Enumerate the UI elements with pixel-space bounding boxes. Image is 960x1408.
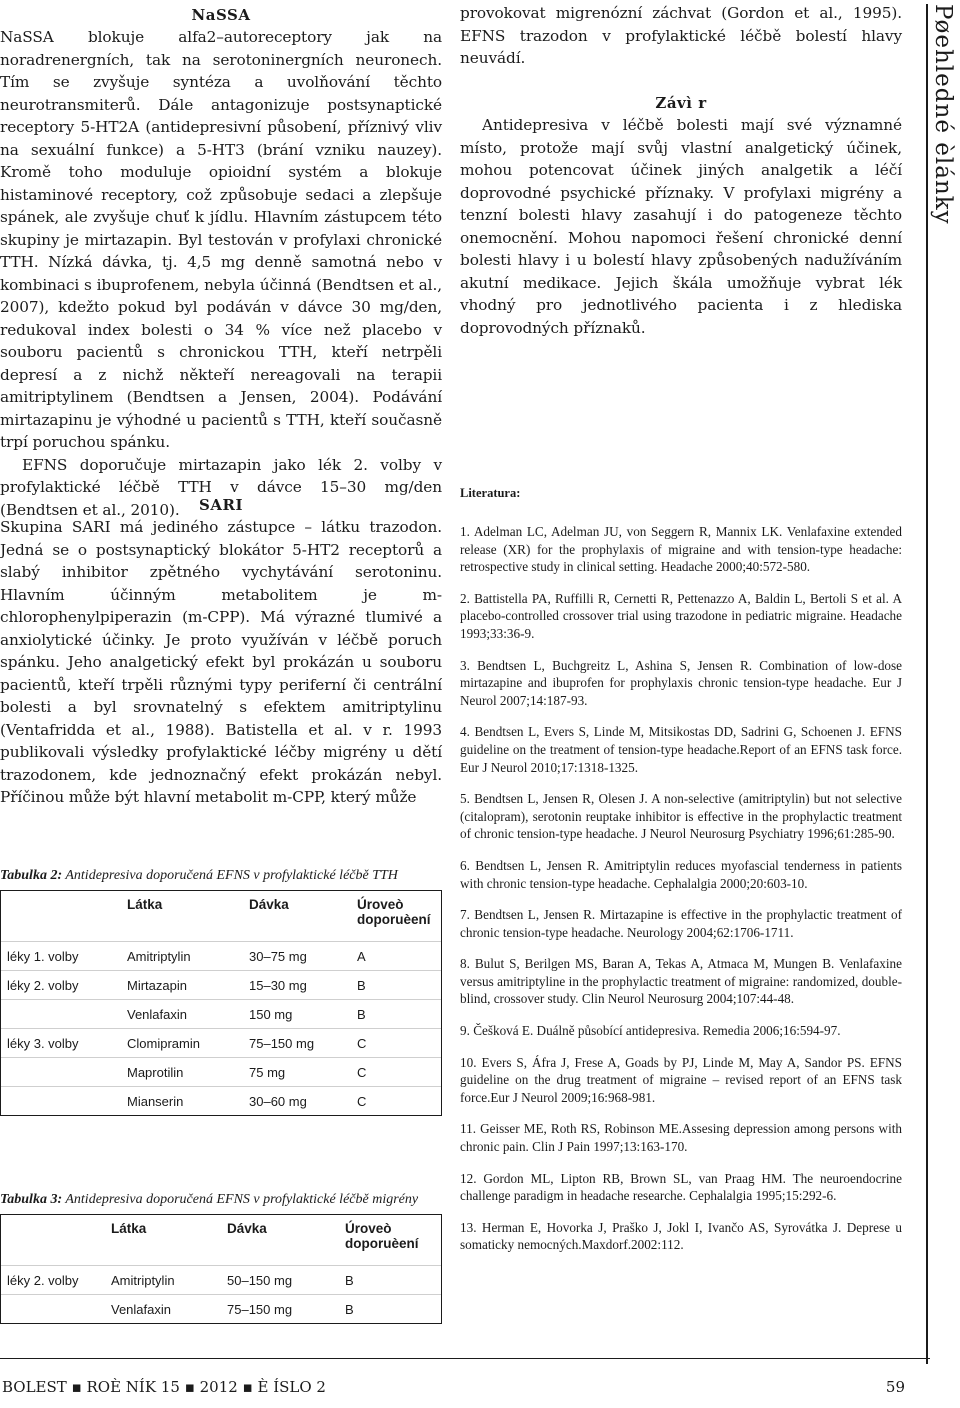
table-cell — [1, 1087, 121, 1116]
table-header-cell: Dávka — [227, 1221, 267, 1236]
conclusion-paragraph: Antidepresiva v léčbě bolesti mají své významné místo, protože mají svůj vlastní analgetický účinek, mohou potencovat účinek jiných analgetik a léčí doprovodné psychické příznaky. V profylaxi migrény a tenzní bolesti hlavy zasahují i do patogeneze těchto onemocnění. Mohou napomoci řešení chronické denní bolesti hlavy i u bolestí hlavy způsobených nadužíváním akutní medikace. Jejich škála umožňuje vybrat lék vhodný pro jednotlivého pacienta i z hlediska doprovodných příznaků. — [460, 116, 902, 337]
table-cell: C — [351, 1087, 441, 1116]
table-row — [1, 942, 441, 971]
nassa-paragraph-1: NaSSA blokuje alfa2–autoreceptory jak na noradrenergních, tak na serotoninergních neuronech. Tím se zvyšuje syntéza a uvolňování těchto neurotransmiterů. Dále antagonizuje postsynaptické receptory 5-HT2A (antidepresivní působení, příznivý vliv na sexuální funkce) a 5-HT3 (brání vzniku nauzey). Kromě toho moduluje opioidní systém a blokuje histaminové receptory, což způsobuje sedaci a zlepšuje spánek, ale zvyšuje chuť k jídlu. Hlavním zástupcem této skupiny je mirtazapin. Byl testován v profylaxi chronické TTH. Nízká dávka, tj. 4,5 mg denně samotná nebo v kombinaci s ibuprofenem, nebyla účinná (Bendtsen et al., 2007), kdežto pokud byl podáván v dávce 30 mg/den, redukoval index bolesti o 34 % více než placebo v souboru pacientů s chronickou TTH, kteří netrpěli depresí a z nichž někteří nereagovali na terapii amitriptylinem (Bendtsen a Jensen, 2004). Podávání mirtazapinu je výhodné u pacientů s TTH, kteří současně trpí poruchou spánku. — [0, 28, 442, 451]
table3-block — [0, 1192, 442, 1324]
footer-rule — [0, 1358, 930, 1359]
reference-item: 8. Bulut S, Berilgen MS, Baran A, Tekas A, Atmaca M, Mungen B. Venlafaxine versus amitriptyline in the prophylactic treatment of migraine: randomized, double-blind, crossover study. Clin Neurol Neurosurg 2004;107:44-48. — [460, 956, 902, 1007]
reference-item: 11. Geisser ME, Roth RS, Robinson ME.Assesing depression among persons with chronic pain. Clin J Pain 1997;13:163-170. — [460, 1121, 902, 1155]
table-cell: B — [351, 971, 441, 1000]
table-cell: Amitriptylin — [121, 942, 243, 971]
table-cell: 30–60 mg — [243, 1087, 351, 1116]
reference-item: 4. Bendtsen L, Evers S, Linde M, Mitsikostas DD, Sadrini G, Schoenen J. EFNS guideline on the treatment of tension-type headache.Report of an EFNS task force. Eur J Neurol 2010;17:1318-1325. — [460, 724, 902, 775]
table-header-cell: Látka — [111, 1221, 147, 1236]
side-title-text: Pøehledné èlánky — [930, 4, 956, 225]
nassa-paragraph-2: EFNS doporučuje mirtazapin jako lék 2. volby v profylaktické léčbě TTH v dávce 15–30 mg/den (Bendtsen et al., 2010). — [0, 455, 442, 519]
conclusion-section — [460, 94, 902, 339]
reference-item: 2. Battistella PA, Ruffilli R, Cernetti R, Pettenazzo A, Baldin L, Bertoli S et al. A placebo-controlled crossover trial using trazodone in pediatric migraine. Headache 1993;33:36-9. — [460, 590, 902, 641]
table3-box — [0, 1214, 442, 1324]
right-top-section — [460, 2, 902, 70]
literature-title: Literatura: — [460, 486, 521, 500]
table-header-cell: Dávka — [249, 897, 289, 912]
continuation-paragraph: provokovat migrenózní záchvat (Gordon et al., 1995). EFNS trazodon v profylaktické léčbě bolestí hlavy neuvádí. — [460, 4, 902, 67]
table-cell: léky 2. volby — [1, 971, 121, 1000]
table-cell: 150 mg — [243, 1000, 351, 1029]
table-row — [1, 1058, 441, 1087]
reference-item: 5. Bendtsen L, Jensen R, Olesen J. A non-selective (amitriptylin) but not selective (citalopram), serotonin reuptake inhibitor is effective in the prophylactic treatment of chronic tension-type headache. J Neurol Neurosurg Psychiatry 1996;61:285-90. — [460, 791, 902, 842]
table-cell: léky 1. volby — [1, 942, 121, 971]
table-row — [1, 1087, 441, 1116]
table-cell — [1, 1295, 105, 1324]
literature-section — [460, 486, 902, 1268]
table-cell: C — [351, 1058, 441, 1087]
table-cell: 50–150 mg — [221, 1266, 339, 1295]
table-cell: Mirtazapin — [121, 971, 243, 1000]
table-cell — [1, 1000, 121, 1029]
table-cell: 15–30 mg — [243, 971, 351, 1000]
table-cell: B — [339, 1266, 441, 1295]
reference-item: 10. Evers S, Áfra J, Frese A, Goads by PJ, Linde M, May A, Sandor PS. EFNS guideline on the drug treatment of migraine – revised report of an EFNS task force.Eur J Neurol 2009;16:968-981. — [460, 1054, 902, 1105]
reference-item: 7. Bendtsen L, Jensen R. Mirtazapine is effective in the prophylactic treatment of chronic tension-type headache. Neurology 2004;62:1706-1711. — [460, 907, 902, 940]
reference-item: 12. Gordon ML, Lipton RB, Brown SL, van Praag HM. The neuroendocrine challenge paradigm in headache researche. Cephalalgia 1995;15:292-6. — [460, 1170, 902, 1204]
table-cell: léky 3. volby — [1, 1029, 121, 1058]
section-side-title — [926, 4, 954, 1364]
table-cell: Maprotilin — [121, 1058, 243, 1087]
sari-paragraph-1: Skupina SARI má jediného zástupce – látku trazodon. Jedná se o postsynaptický blokátor 5-HT2 receptorů a slabý inhibitor zpětného vychytávání serotoninu. Hlavním účinným metabolitem je m-chlorophenylpiperazin (m-CPP). Má výrazné tlumivé a anxiolytické účinky. Je proto využíván v léčbě poruch spánku. Jeho analgetický efekt byl prokázán u souboru pacientů, kteří trpěli různými typy periferní či centrální bolesti a byl srovnatelný s efektem amitriptylinu (Ventafridda et al., 1988). Batistella et al. v r. 1993 publikovali výsledky profylaktické léčby migrény u dětí trazodonem, kde jednoznačný efekt prokázán nebyl. Příčinou může být hlavní metabolit m-CPP, který může — [0, 518, 442, 806]
table-row — [1, 1029, 441, 1058]
reference-item: 13. Herman E, Hovorka J, Praško J, Jokl I, Ivančo AS, Syrovátka J. Deprese u somaticky nemocných.Maxdorf.2002:112. — [460, 1219, 902, 1253]
table2-box — [0, 890, 442, 1116]
page-number: 59 — [885, 1378, 905, 1396]
table-cell: Venlafaxin — [121, 1000, 243, 1029]
table3-caption: Tabulka 3: Antidepresiva doporučená EFNS v profylaktické léčbě migrény — [0, 1192, 419, 1207]
table-header-cell: Úroveò doporuèení — [357, 897, 431, 927]
table-cell: A — [351, 942, 441, 971]
table2-caption: Tabulka 2: Antidepresiva doporučená EFNS v profylaktické léčbě TTH — [0, 868, 398, 883]
reference-item: 1. Adelman LC, Adelman JU, von Seggern R, Mannix LK. Venlafaxine extended release (XR) for the prophylaxis of migraine and with tension-type headache: retrospective study in clinical setting. Headache 2000;40:572-580. — [460, 524, 902, 575]
table-header-cell: Úroveò doporuèení — [345, 1221, 419, 1251]
nassa-section — [0, 6, 442, 521]
reference-item: 9. Češková E. Duálně působící antidepresiva. Remedia 2006;16:594-97. — [460, 1023, 841, 1039]
table3 — [1, 1215, 441, 1323]
sari-title: SARI — [199, 496, 243, 514]
table-cell: C — [351, 1029, 441, 1058]
table-cell: 75 mg — [243, 1058, 351, 1087]
table-cell: 30–75 mg — [243, 942, 351, 971]
table-header-row — [1, 891, 441, 942]
conclusion-title: Závì r — [655, 94, 707, 112]
table-cell — [1, 1058, 121, 1087]
reference-item: 6. Bendtsen L, Jensen R. Amitriptylin reduces myofascial tenderness in patients with chronic tension-type headache. Cephalalgia 2000;20:603-10. — [460, 857, 902, 891]
table-row — [1, 1000, 441, 1029]
table-header-cell — [1, 891, 121, 942]
table-cell: Venlafaxin — [105, 1295, 221, 1324]
table-header-cell — [1, 1215, 105, 1266]
nassa-title: NaSSA — [191, 6, 251, 24]
sari-section — [0, 496, 442, 809]
journal-info: BOLEST ▪ ROÈ NÍK 15 ▪ 2012 ▪ È ÍSLO 2 — [2, 1378, 326, 1396]
table-cell: 75–150 mg — [221, 1295, 339, 1324]
table-cell: Clomipramin — [121, 1029, 243, 1058]
table-row — [1, 1295, 441, 1324]
table2-block — [0, 868, 442, 1116]
table-cell: B — [351, 1000, 441, 1029]
table-cell: Mianserin — [121, 1087, 243, 1116]
table-header-cell: Látka — [127, 897, 163, 912]
reference-item: 3. Bendtsen L, Buchgreitz L, Ashina S, Jensen R. Combination of low-dose mirtazapine and ibuprofen for prophylaxis chronic tension-type headache. Eur J Neurol 2007;14:187-93. — [460, 657, 902, 708]
table-cell: 75–150 mg — [243, 1029, 351, 1058]
table-row — [1, 971, 441, 1000]
table-row — [1, 1266, 441, 1295]
table-header-row — [1, 1215, 441, 1266]
table2 — [1, 891, 441, 1115]
table-cell: Amitriptylin — [105, 1266, 221, 1295]
table-cell: B — [339, 1295, 441, 1324]
table-cell: léky 2. volby — [1, 1266, 105, 1295]
